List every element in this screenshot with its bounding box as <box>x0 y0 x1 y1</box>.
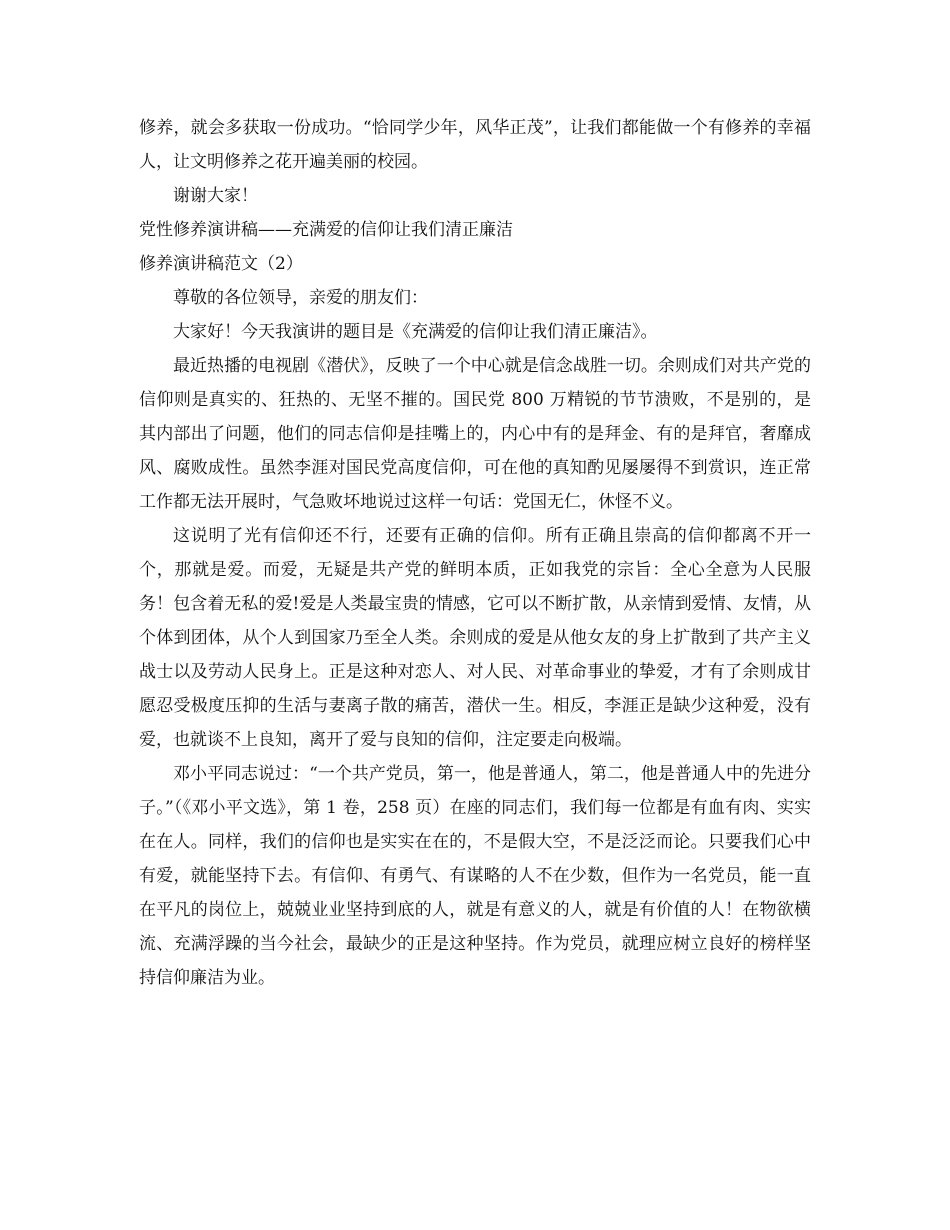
paragraph-qianfu: 最近热播的电视剧《潜伏》，反映了一个中心就是信念战胜一切。余则成们对共产党的信仰则是真实的、狂热的、无坚不摧的。国民党 800 万精锐的节节溃败，不是别的，是其内部出了问题，他们的同志信仰是挂嘴上的，内心中有的是拜金、有的是拜官，奢靡成风、腐败成性。虽然李涯对国民党高度信仰，可在他的真知酌见屡屡得不到赏识，连正常工作都无法开展时，气急败坏地说过这样一句话：党国无仁，休怪不义。 <box>139 356 811 512</box>
document-body <box>139 111 811 995</box>
paragraph-greeting: 大家好！今天我演讲的题目是《充满爱的信仰让我们清正廉洁》。 <box>173 322 658 342</box>
paragraph-salutation: 尊敬的各位领导，亲爱的朋友们： <box>173 288 428 308</box>
paragraph-closing-sentence: 修养，就会多获取一份成功。“恰同学少年，风华正茂”，让我们都能做一个有修养的幸福人，让文明修养之花开遍美丽的校园。 <box>139 118 811 172</box>
paragraph-correct-belief: 这说明了光有信仰还不行，还要有正确的信仰。所有正确且崇高的信仰都离不开一个，那就是爱。而爱，无疑是共产党的鲜明本质，正如我党的宗旨：全心全意为人民服务！包含着无私的爱!爱是人类最宝贵的情感，它可以不断扩散，从亲情到爱情、友情，从个体到团体，从个人到国家乃至全人类。余则成的爱是从他女友的身上扩散到了共产主义战士以及劳动人民身上。正是这种对恋人、对人民、对革命事业的挚爱，才有了余则成甘愿忍受极度压抑的生活与妻离子散的痛苦，潜伏一生。相反，李涯正是缺少这种爱，没有爱，也就谈不上良知，离开了爱与良知的信仰，注定要走向极端。 <box>139 526 811 750</box>
paragraph-deng-quote: 邓小平同志说过：“一个共产党员，第一，他是普通人，第二，他是普通人中的先进分子。”（《邓小平文选》，第 1 卷，258 页）在座的同志们，我们每一位都是有血有肉、实实在在人。同样，我们的信仰也是实实在在的，不是假大空，不是泛泛而论。只要我们心中有爱，就能坚持下去。有信仰、有勇气、有谋略的人不在少数，但作为一名党员，能一直在平凡的岗位上，兢兢业业坚持到底的人，就是有意义的人，就是有价值的人！在物欲横流、充满浮躁的当今社会，最缺少的正是这种坚持。作为党员，就理应树立良好的榜样坚持信仰廉洁为业。 <box>139 764 811 988</box>
section-heading-sample-2: 修养演讲稿范文（2） <box>139 254 303 274</box>
paragraph-thanks: 谢谢大家！ <box>173 186 258 206</box>
section-heading-party-speech: 党性修养演讲稿——充满爱的信仰让我们清正廉洁 <box>139 220 513 240</box>
